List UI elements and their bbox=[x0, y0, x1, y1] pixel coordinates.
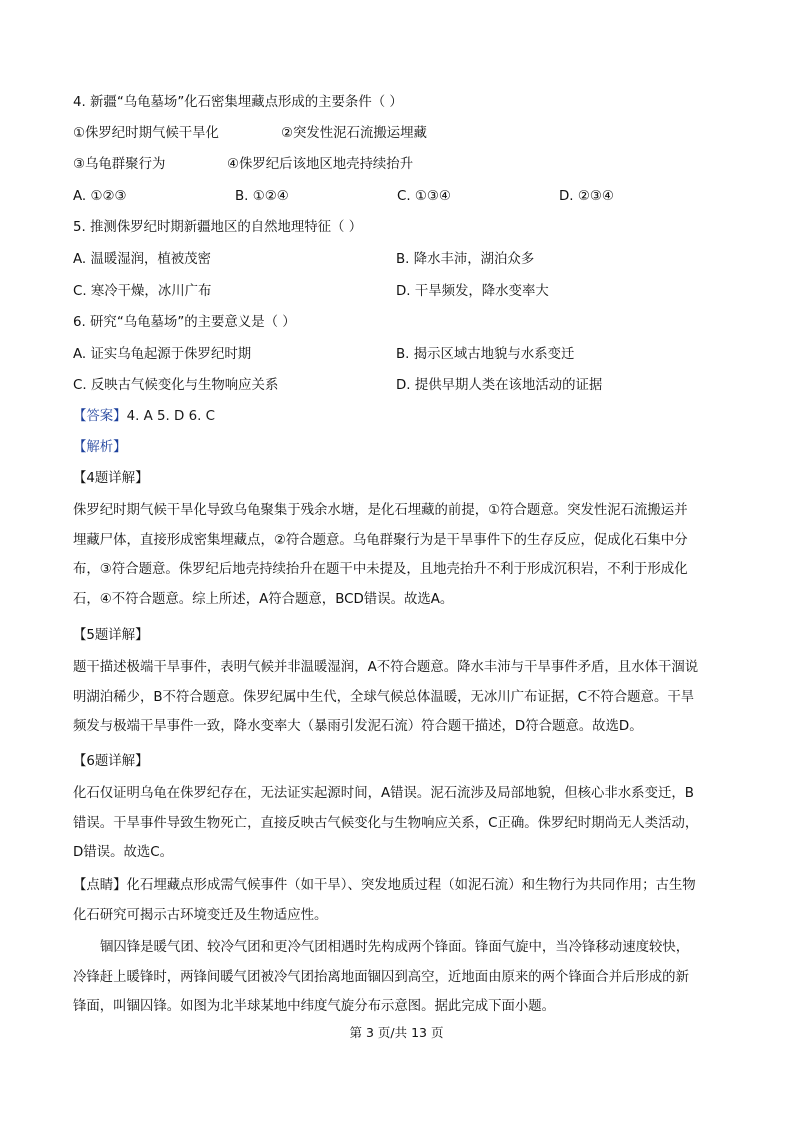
q5-choice-c[interactable]: C. 寒冷干燥，冰川广布 bbox=[73, 284, 212, 299]
page-footer: 第 3 页/共 13 页 bbox=[349, 1025, 444, 1040]
q5-stem: 5. 推测侏罗纪时期新疆地区的自然地理特征（ ） bbox=[73, 220, 363, 235]
q4-condition-1: ①侏罗纪时期气候干旱化 bbox=[73, 126, 219, 141]
text-line: 布，③符合题意。侏罗纪后地壳持续抬升在题干中未提及，且地壳抬升不利于形成沉积岩，不利于形成化 bbox=[73, 562, 688, 577]
detail-5-title: 【5题详解】 bbox=[73, 628, 149, 643]
text-line: 【点睛】化石埋藏点形成需气候事件（如干旱）、突发地质过程（如泥石流）和生物行为共同作用；古生物 bbox=[73, 878, 696, 893]
q6-choices-row-1 bbox=[73, 348, 733, 361]
q4-conditions-row-1 bbox=[73, 127, 733, 140]
tip-body bbox=[73, 871, 723, 930]
q4-choices bbox=[73, 190, 733, 203]
answer-text: 4. A 5. D 6. C bbox=[126, 409, 215, 424]
q6-choice-d[interactable]: D. 提供早期人类在该地活动的证据 bbox=[396, 378, 603, 393]
text-line: 石，④不符合题意。综上所述，A符合题意，BCD错误。故选A。 bbox=[73, 591, 454, 607]
text-line: 化石研究可揭示古环境变迁及生物适应性。 bbox=[73, 907, 328, 923]
q6-stem: 6. 研究“乌龟墓场”的主要意义是（ ） bbox=[73, 315, 296, 330]
detail-6-title: 【6题详解】 bbox=[73, 754, 149, 769]
detail-5-body bbox=[73, 653, 723, 742]
q5-choice-a[interactable]: A. 温暖湿润，植被茂密 bbox=[73, 252, 211, 267]
q4-choice-d[interactable]: D. ②③④ bbox=[559, 189, 614, 204]
q6-choice-b[interactable]: B. 揭示区域古地貌与水系变迁 bbox=[396, 347, 575, 362]
text-line: 明湖泊稀少，B不符合题意。侏罗纪属中生代，全球气候总体温暖，无冰川广布证据，C不符合题意。干旱 bbox=[73, 689, 695, 705]
q6-choices-row-2 bbox=[73, 379, 733, 392]
q6-choice-a[interactable]: A. 证实乌龟起源于侏罗纪时期 bbox=[73, 347, 252, 362]
q4-choice-b[interactable]: B. ①②④ bbox=[235, 189, 289, 204]
text-line: D错误。故选C。 bbox=[73, 845, 174, 860]
analysis-label: 【解析】 bbox=[73, 440, 127, 455]
text-line: 侏罗纪时期气候干旱化导致乌龟聚集于残余水塘，是化石埋藏的前提，①符合题意。突发性泥石流搬运并 bbox=[73, 503, 688, 518]
text-line: 题干描述极端干旱事件，表明气候并非温暖湿润，A不符合题意。降水丰沛与干旱事件矛盾，且水体干涸说 bbox=[73, 660, 699, 675]
detail-6-body bbox=[73, 779, 723, 868]
q5-choices-row-2 bbox=[73, 285, 733, 298]
q4-condition-2: ②突发性泥石流搬运埋藏 bbox=[281, 126, 427, 141]
text-line: 错误。干旱事件导致生物死亡，直接反映古气候变化与生物响应关系，C正确。侏罗纪时期尚无人类活动， bbox=[73, 815, 699, 831]
detail-4-body bbox=[73, 496, 723, 614]
answer-label: 【答案】 bbox=[73, 409, 127, 424]
q4-choice-a[interactable]: A. ①②③ bbox=[73, 189, 127, 204]
q6-choice-c[interactable]: C. 反映古气候变化与生物响应关系 bbox=[73, 378, 279, 393]
next-intro bbox=[73, 933, 723, 1022]
text-line: 冷锋赶上暖锋时，两锋间暖气团被冷气团抬离地面锢囚到高空，近地面由原来的两个锋面合并后形成的新 bbox=[73, 969, 689, 985]
detail-4-title: 【4题详解】 bbox=[73, 471, 149, 486]
q5-choice-b[interactable]: B. 降水丰沛，湖泊众多 bbox=[396, 252, 535, 267]
text-line: 化石仅证明乌龟在侏罗纪存在，无法证实起源时间，A错误。泥石流涉及局部地貌，但核心非水系变迁，B bbox=[73, 786, 694, 801]
q4-choice-c[interactable]: C. ①③④ bbox=[397, 189, 451, 204]
answer-line bbox=[73, 410, 215, 423]
q5-choice-d[interactable]: D. 干旱频发，降水变率大 bbox=[396, 284, 549, 299]
q4-condition-4: ④侏罗纪后该地区地壳持续抬升 bbox=[227, 157, 414, 172]
text-line: 埋藏尸体，直接形成密集埋藏点，②符合题意。乌龟群聚行为是干旱事件下的生存反应，促成化石集中分 bbox=[73, 532, 688, 548]
q4-condition-3: ③乌龟群聚行为 bbox=[73, 157, 166, 172]
q5-choices-row-1 bbox=[73, 253, 733, 266]
text-line: 频发与极端干旱事件一致，降水变率大（暴雨引发泥石流）符合题干描述，D符合题意。故选D。 bbox=[73, 719, 643, 734]
text-line: 锢囚锋是暖气团、较冷气团和更冷气团相遇时先构成两个锋面。锋面气旋中，当冷锋移动速度较快， bbox=[100, 940, 690, 955]
q4-conditions-row-2 bbox=[73, 158, 733, 171]
text-line: 锋面，叫锢囚锋。如图为北半球某地中纬度气旋分布示意图。据此完成下面小题。 bbox=[73, 999, 556, 1014]
q4-stem: 4. 新疆“乌龟墓场”化石密集埋藏点形成的主要条件（ ） bbox=[73, 95, 403, 110]
